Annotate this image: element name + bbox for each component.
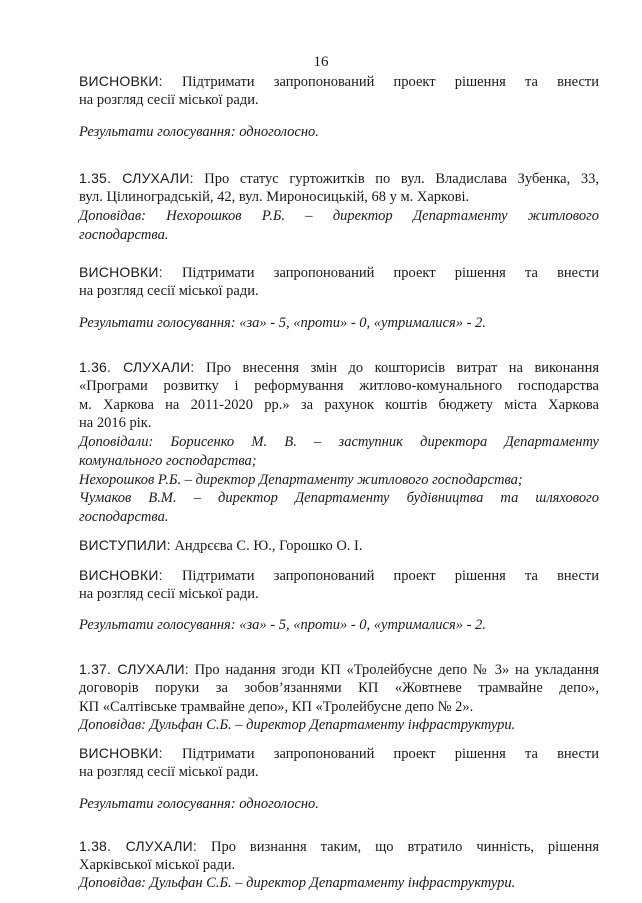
speaker-line: Доповідав: Дульфан С.Б. – директор Департаменту інфраструктури. — [79, 875, 516, 891]
heard-line — [79, 358, 599, 377]
heard-label: 1.36. СЛУХАЛИ: — [79, 359, 195, 375]
conclusion-label: ВИСНОВКИ: — [79, 567, 163, 583]
speaker-line: господарства. — [79, 509, 169, 525]
heard-line — [79, 169, 599, 188]
conclusion-text: Підтримати запропонований проект рішення та внести — [181, 265, 600, 281]
conclusion-line — [79, 744, 599, 763]
page-number: 16 — [313, 54, 329, 70]
speakers-line — [79, 536, 599, 555]
vote-result-line: Результати голосування: одноголосно. — [79, 796, 319, 812]
speakers-label: ВИСТУПИЛИ: — [79, 537, 171, 553]
heard-line — [79, 837, 599, 856]
speaker-line: Чумаков В.М. – директор Департаменту будівництва та шляхового — [79, 490, 599, 506]
text-line: вул. Цілиноградській, 42, вул. Мироносицькій, 68 у м. Харкові. — [79, 189, 470, 205]
speaker-line: Доповідав: Нехорошков Р.Б. – директор Департаменту житлового — [79, 208, 599, 224]
conclusion-text: Підтримати запропонований проект рішення та внести — [181, 568, 600, 584]
heard-label: 1.35. СЛУХАЛИ: — [79, 170, 194, 186]
heard-text: Про внесення змін до кошторисів витрат на виконання — [206, 360, 599, 376]
speakers-text: Андрєєва С. Ю., Горошко О. І. — [174, 538, 363, 554]
text-line: Харківської міської ради. — [79, 857, 236, 873]
text-line: на розгляд сесії міської ради. — [79, 283, 259, 299]
heard-text: Про визнання таким, що втратило чинність, рішення — [210, 839, 599, 855]
vote-result-line: Результати голосування: «за» - 5, «проти» - 0, «утрималися» - 2. — [79, 315, 486, 331]
conclusion-text: Підтримати запропонований проект рішення та внести — [181, 74, 600, 90]
conclusion-label: ВИСНОВКИ: — [79, 73, 163, 89]
speaker-line: Доповідав: Дульфан С.Б. – директор Департаменту інфраструктури. — [79, 717, 516, 733]
speaker-line: Доповідали: Борисенко М. В. – заступник директора Департаменту — [79, 434, 599, 450]
vote-result-line: Результати голосування: одноголосно. — [79, 124, 319, 140]
heard-line — [79, 660, 599, 679]
speaker-line: комунального господарства; — [79, 453, 257, 469]
text-line: на 2016 рік. — [79, 415, 152, 431]
heard-label: 1.38. СЛУХАЛИ: — [79, 838, 198, 854]
conclusion-line — [79, 263, 599, 282]
heard-text: Про надання згоди КП «Тролейбусне депо № 3» на укладання — [194, 662, 599, 678]
text-line: м. Харкова на 2011-2020 рр.» за рахунок коштів бюджету міста Харкова — [79, 397, 599, 413]
text-line: договорів поруки за зобов’язаннями КП «Жовтневе трамвайне депо», — [79, 680, 599, 696]
text-line: на розгляд сесії міської ради. — [79, 764, 259, 780]
vote-result-line: Результати голосування: «за» - 5, «проти» - 0, «утрималися» - 2. — [79, 617, 486, 633]
conclusion-text: Підтримати запропонований проект рішення та внести — [181, 746, 600, 762]
speaker-line: господарства. — [79, 227, 169, 243]
heard-text: Про статус гуртожитків по вул. Владислава Зубенка, 33, — [204, 171, 599, 187]
conclusion-line — [79, 72, 599, 91]
text-line: на розгляд сесії міської ради. — [79, 586, 259, 602]
speaker-line: Нехорошков Р.Б. – директор Департаменту житлового господарства; — [79, 472, 523, 488]
conclusion-line — [79, 566, 599, 585]
conclusion-label: ВИСНОВКИ: — [79, 745, 163, 761]
heard-label: 1.37. СЛУХАЛИ: — [79, 661, 189, 677]
conclusion-label: ВИСНОВКИ: — [79, 264, 163, 280]
text-line: КП «Салтівське трамвайне депо», КП «Тролейбусне депо № 2». — [79, 699, 474, 715]
text-line: на розгляд сесії міської ради. — [79, 92, 259, 108]
text-line: «Програми розвитку і реформування житлово-комунального господарства — [79, 378, 599, 394]
